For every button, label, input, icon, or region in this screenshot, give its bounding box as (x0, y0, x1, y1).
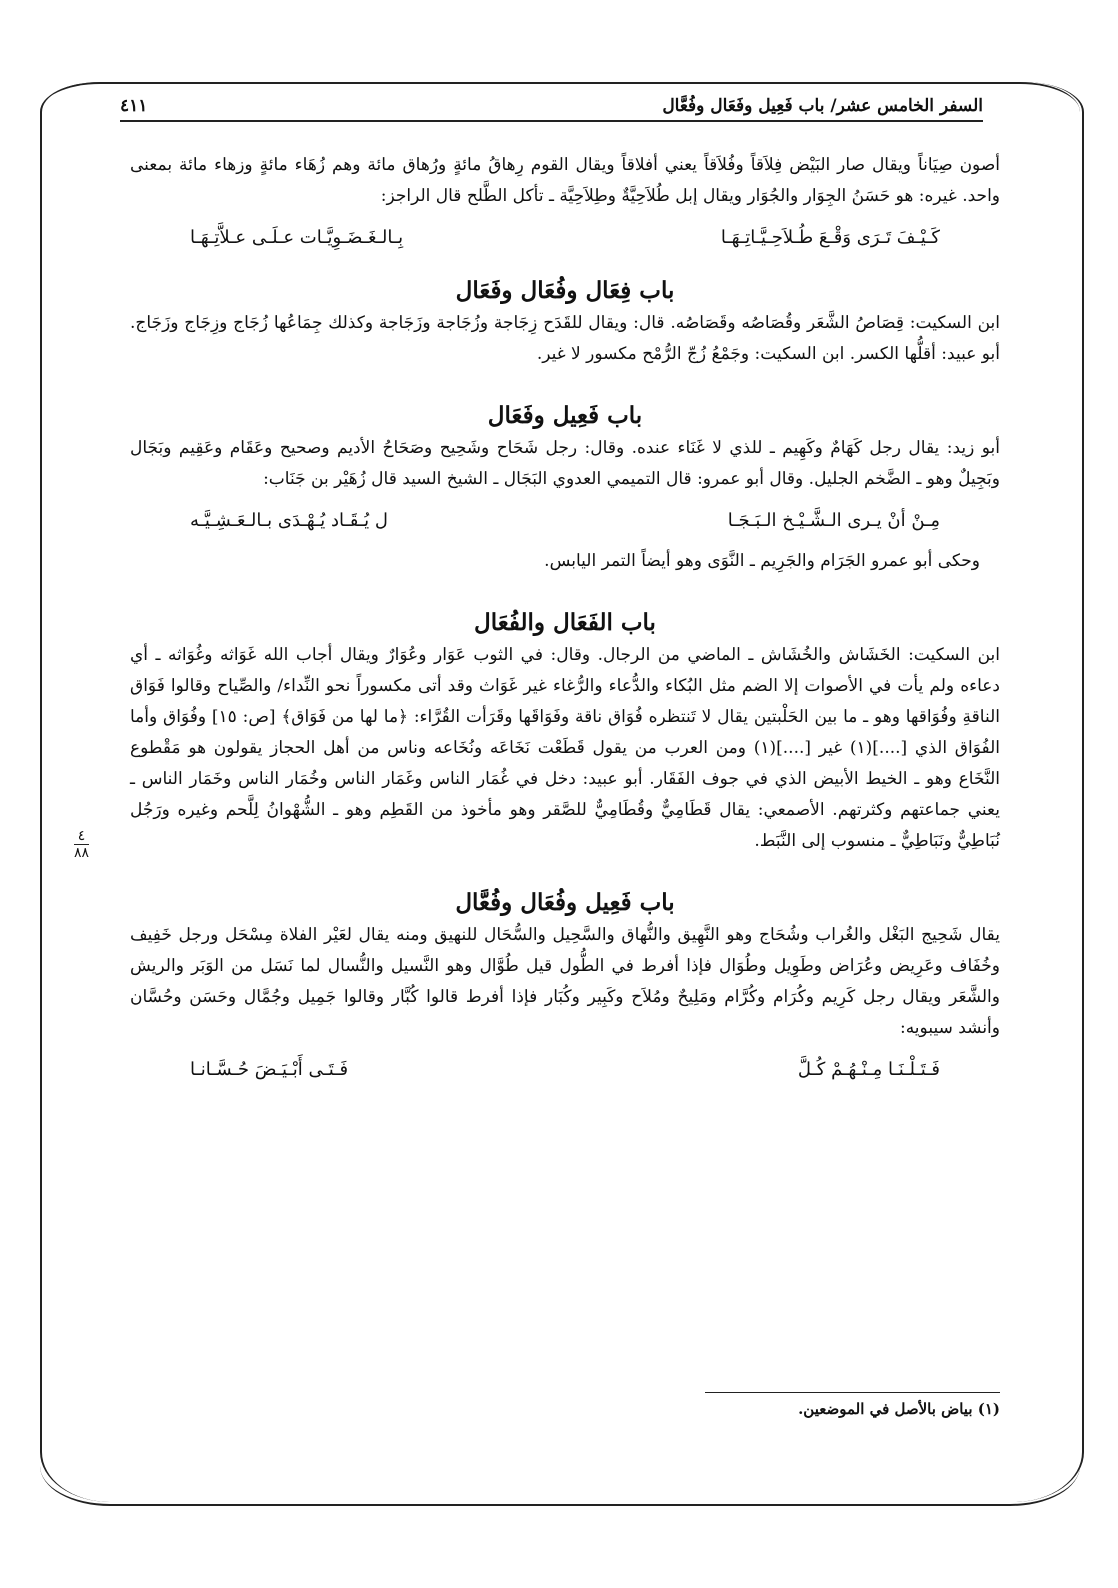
section-title: باب فِعَال وفُعَال وفَعَال (455, 277, 675, 304)
paragraph: أبو زيد: يقال رجل كَهَامٌ وكَهِيم ـ للذي لا غَنَاء عنده. وقال: رجل شَحَاح وشَحِيح وصَحَاحُ الأديم وصحيح وعَقَام وعَقِيم وبَجَال وبَجِيلٌ وهو ـ الضَّخم الجليل. وقال أبو عمرو: قال التميمي العدوي البَجَال ـ الشيخ السيد قال زُهَيْر بن جَنَاب: (130, 438, 1000, 489)
section-title: باب فَعِيل وفَعَال (487, 402, 643, 429)
verse-line (190, 505, 940, 536)
verse-hemistich: فَـتَـلْـنَـا مِـنْـهُـمْ كُـلَّ (797, 1059, 940, 1080)
verse-hemistich: بِـالـغَـضَـوِيَّـات عـلَـى عـلاَّتِـهَـا (190, 227, 404, 248)
page-number: ٤١١ (120, 96, 148, 116)
paragraph: يقال شَحِيج البَغْل والغُراب وشُحَاج وهو النَّهِيق والنُّهاق والسَّحِيل والسُّحَال للنهيق ومنه يقال لعَيْر الفلاة مِسْحَل ورجل خَفِيف وخُفَاف وعَرِيض وعُرَاض وطَوِيل وطُوَال فإذا أفرط في الطُّول قيل طُوَّال وهو النَّسيل والنُّسال لما نَسَل من الوَبَر والريش والشَّعَر ويقال رجل كَرِيم وكُرَام وكُرَّام ومَلِيحٌ ومُلاَح وكَبِير وكُبَار فإذا أفرط قالوا كُبَّار وقالوا جَمِيل وجُمَّال وحَسَن وحُسَّان وأنشد سيبويه: (130, 925, 1000, 1038)
verse-hemistich: ل يُـقَـاد يُـهْـدَى بـالـعَـشِـيَّـه (190, 510, 388, 531)
verse-hemistich: مِـنْ أنْ يـرى الـشَّـيْـخ الـبَـجَـا (727, 510, 940, 531)
verse-line (190, 1054, 940, 1085)
footnote: (١) بياض بالأصل في الموضعين. (798, 1400, 1000, 1418)
intro-paragraph: أصون صِيَاناً ويقال صار البَيْض فِلاَقاً وفُلاَقاً يعني أفلاقاً ويقال القوم رِهاقُ مائةٍ ورُهاق مائة وهم زُهَاء مائةٍ وزهاء مائة بمعنى واحد. غيره: هو حَسَنُ الجِوَار والجُوَار ويقال إبل طُلاَحِيَّةٌ وطِلاَحِيَّة ـ تأكل الطَّلح قال الراجز: (130, 155, 1000, 206)
main-text (130, 150, 1000, 1095)
paragraph: وحكى أبو عمرو الجَرَام والجَرِيم ـ النَّوَى وهو أيضاً التمر اليابس. (544, 551, 980, 571)
running-header (120, 92, 983, 122)
paragraph: ابن السكيت: قِصَاصُ الشَّعَر وقُصَاصُه وقَصَاصُه. قال: ويقال للقَدَح زِجَاجة وزُجَاجة وزَجَاجة وكذلك جِمَاعُها زُجَاج وزِجَاج وزَجَاج. أبو عبيد: أقلُّها الكسر. ابن السكيت: وجَمْعُ زُجّ الرُّمْح مكسور لا غير. (130, 313, 1000, 364)
margin-ref-bottom: ٨٨ (74, 845, 90, 861)
frame-bottom (40, 1460, 1080, 1506)
section-title: باب فَعِيل وفُعَال وفُعَّال (455, 889, 675, 916)
running-title: السفر الخامس عشر/ باب فَعِيل وفَعَال وفُعَّال (662, 96, 983, 116)
section-title: باب الفَعَال والفُعَال (474, 609, 656, 636)
verse-line (190, 222, 940, 253)
paragraph: ابن السكيت: الخَشَاش والخُشَاش ـ الماضي من الرجال. وقال: في الثوب عَوَار وعُوَارٌ ويقال أجاب الله غَوَاثه وغُوَاثه ـ أي دعاءه ولم يأت في الأصوات إلا الضم مثل البُكاء والدُّعاء والرُّغاء غير غَوَاث وقد أتى مكسوراً نحو النِّداء/ والصِّياح وقالوا فَوَاق الناقةِ وفُوَاقها وهو ـ ما بين الحَلْبتين يقال لا تَنتظره فُوَاق ناقة وفَوَاقَها وقَرَأت القُرَّاء: ﴿ما لها من فَوَاق﴾ [ص: ١٥] وفُوَاق وأما الفُوَاق الذي [....](١) غير [....](١) ومن العرب من يقول قَطَعْت نَخَاعَه ونُخَاعه وناس من أهل الحجاز يقولون هو مَقْطوع النَّخَاع وهو ـ الخيط الأبيض الذي في جوف الفَقَار. أبو عبيد: دخل في غُمَار الناس وغَمَار الناس وخُمَار الناس وخَمَار الناس ـ يعني جماعتهم وكثرتهم. الأصمعي: يقال قَطَامِيٌّ وقُطَامِيٌّ للصَّقر وهو مأخوذ من القَطِم وهو ـ الشُّهْوانُ لِلَّحم وغيره ورَجُل نُبَاطِيٌّ ونَبَاطِيٌّ ـ منسوب إلى النَّبَط. (130, 645, 1000, 851)
footnote-separator (705, 1392, 1000, 1393)
verse-hemistich: كَـيْـفَ تَـرَى وَقْـعَ طُـلاَحِـيَّـاتِـهَـا (720, 227, 940, 248)
verse-hemistich: فَـتَـى أَبْـيَـضَ حُـسَّـانـا (190, 1059, 349, 1080)
margin-ref-top: ٤ (74, 828, 89, 845)
margin-page-reference (74, 828, 89, 861)
